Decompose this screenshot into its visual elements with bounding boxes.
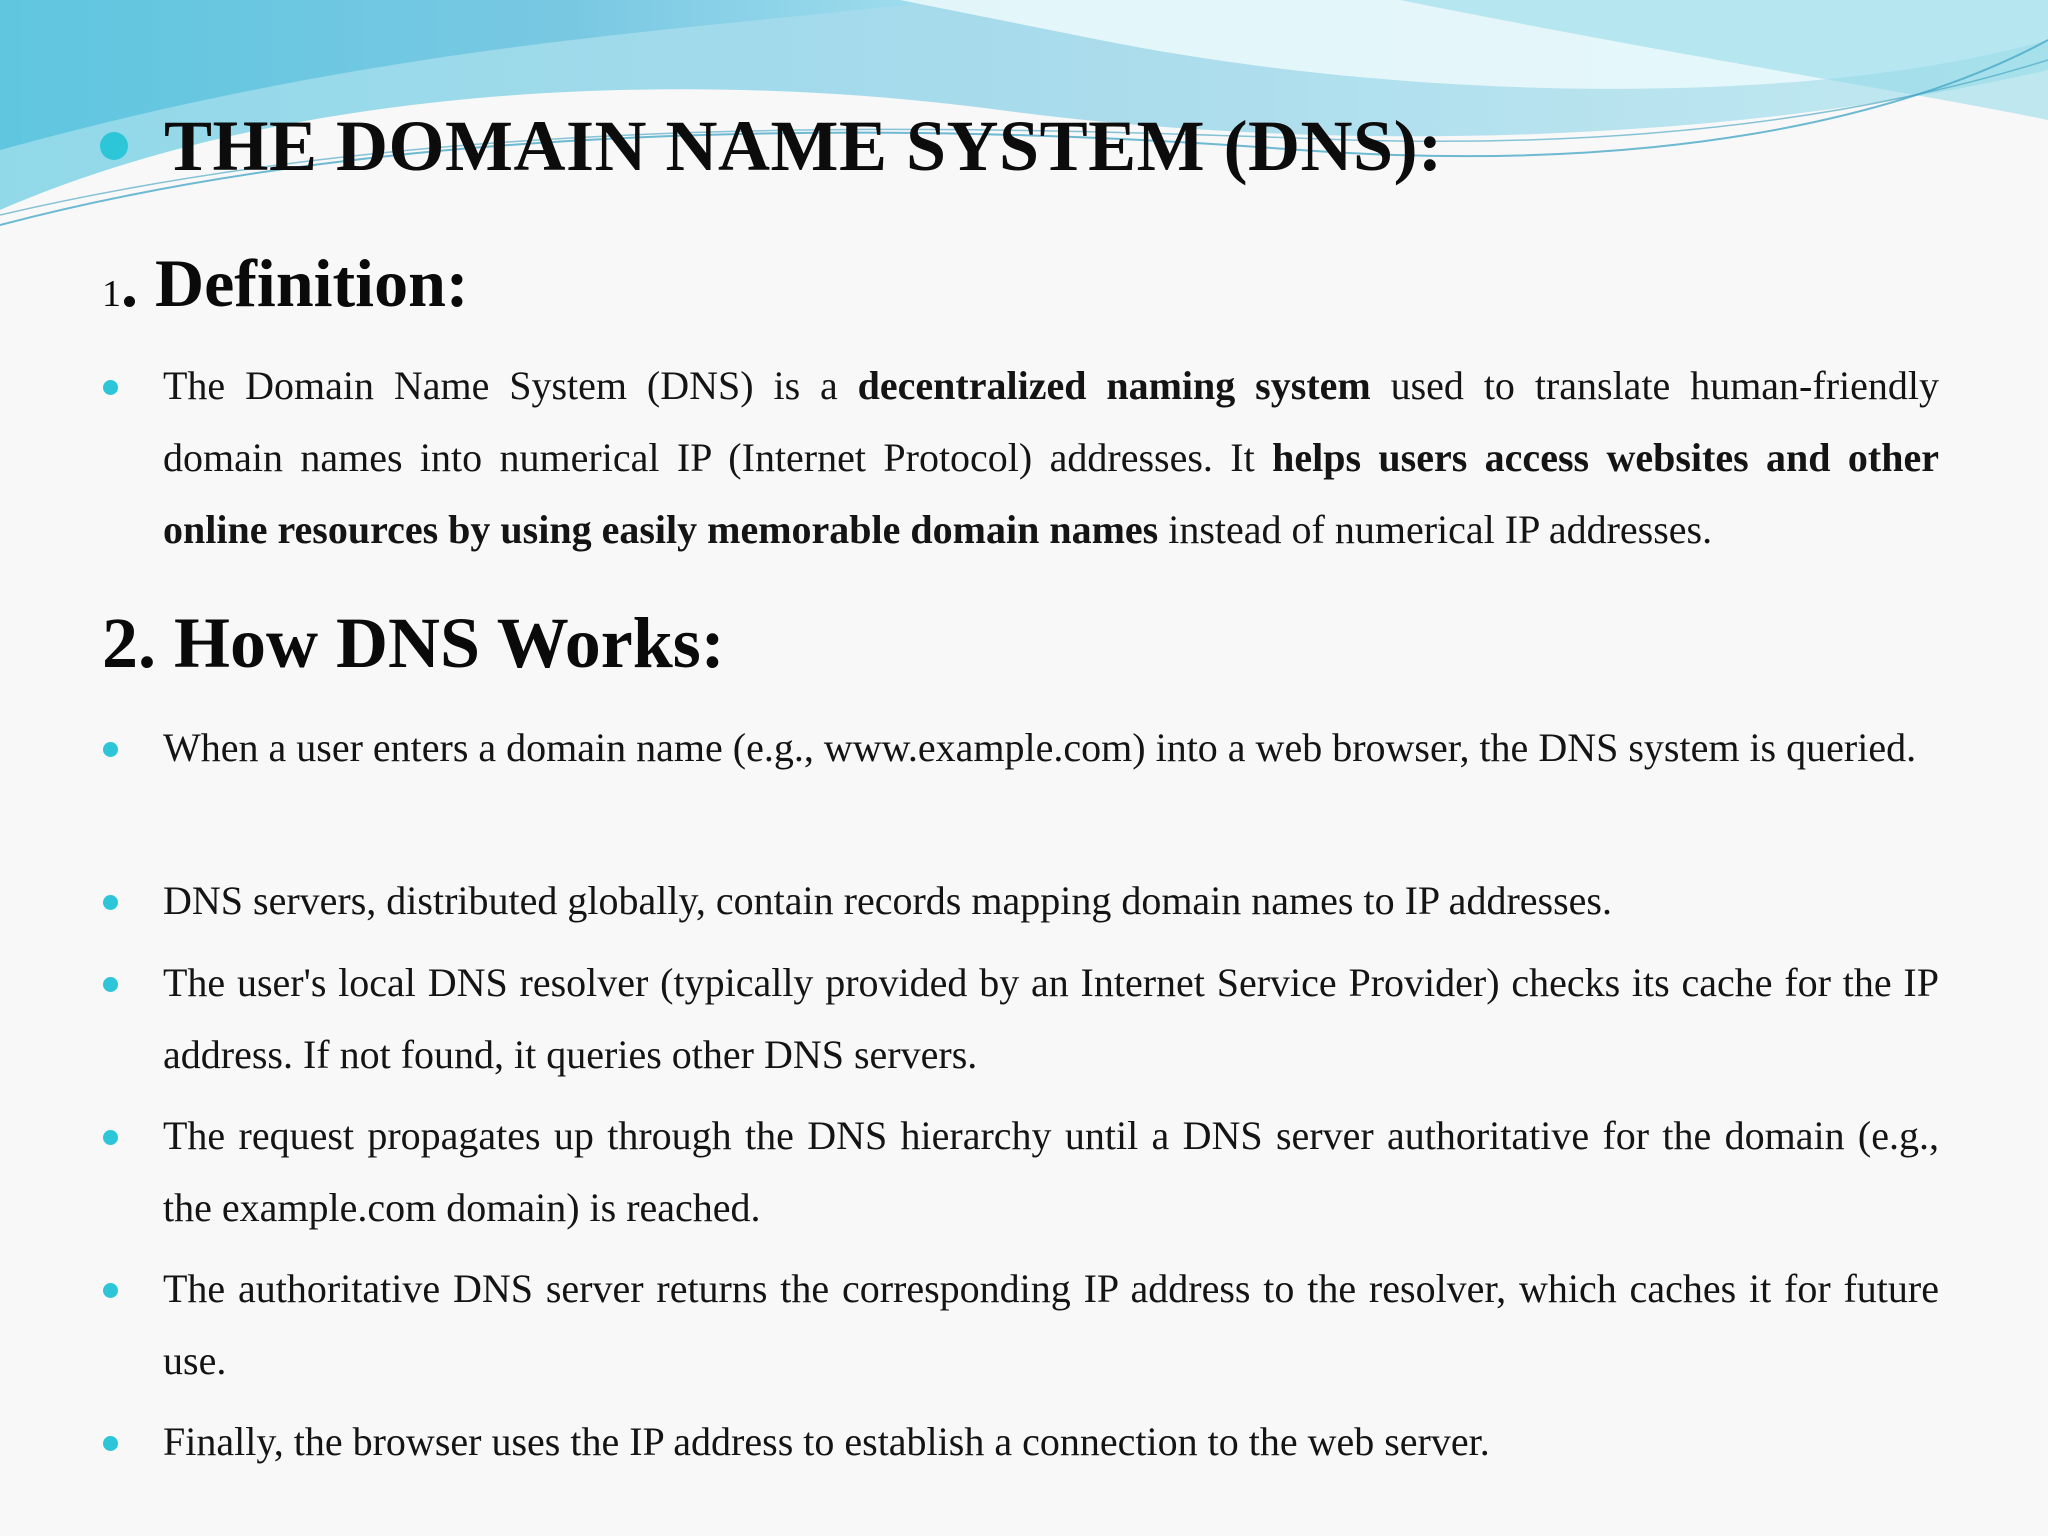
- slide-title: THE DOMAIN NAME SYSTEM (DNS):: [164, 106, 1443, 186]
- bullet-icon: [103, 1130, 118, 1145]
- bullet-icon: [103, 895, 118, 910]
- list-item: DNS servers, distributed globally, contain records mapping domain names to IP addresses.: [163, 878, 1612, 923]
- definition-paragraph: [163, 350, 1939, 566]
- definition-text-3: instead of numerical IP addresses.: [1158, 507, 1713, 552]
- list-item: The user's local DNS resolver (typically provided by an Internet Service Provider) checks its cache for the IP address. If not found, it queries other DNS servers.: [163, 960, 1939, 1077]
- definition-heading-text: . Definition:: [121, 245, 469, 321]
- definition-bold-2: helps users access websites and other online resources by using easily memorable domain names: [163, 435, 1939, 552]
- list-item: The authoritative DNS server returns the corresponding IP address to the resolver, which caches it for future use.: [163, 1266, 1939, 1383]
- definition-bold-1: decentralized naming system: [857, 363, 1371, 408]
- list-item: Finally, the browser uses the IP address to establish a connection to the web server.: [163, 1419, 1490, 1464]
- bullet-icon: [103, 1283, 118, 1298]
- bullet-icon: [103, 380, 118, 395]
- definition-text-1: The Domain Name System (DNS) is a: [163, 363, 858, 408]
- title-row: [100, 106, 1443, 186]
- definition-number: 1: [102, 273, 121, 315]
- bullet-icon: [103, 977, 118, 992]
- list-item: The request propagates up through the DNS hierarchy until a DNS server authoritative for the domain (e.g., the example.com domain) is reached.: [163, 1113, 1939, 1230]
- list-item: When a user enters a domain name (e.g., www.example.com) into a web browser, the DNS system is queried.: [163, 725, 1917, 770]
- bullet-icon: [103, 1436, 118, 1451]
- how-dns-works-heading: 2. How DNS Works:: [102, 603, 725, 683]
- definition-text-2: used to translate human-friendly domain names into numerical IP (Internet Protocol) addresses. It: [163, 363, 1940, 480]
- bullet-icon: [103, 742, 118, 757]
- definition-heading: [102, 238, 469, 339]
- title-bullet-icon: [100, 132, 128, 160]
